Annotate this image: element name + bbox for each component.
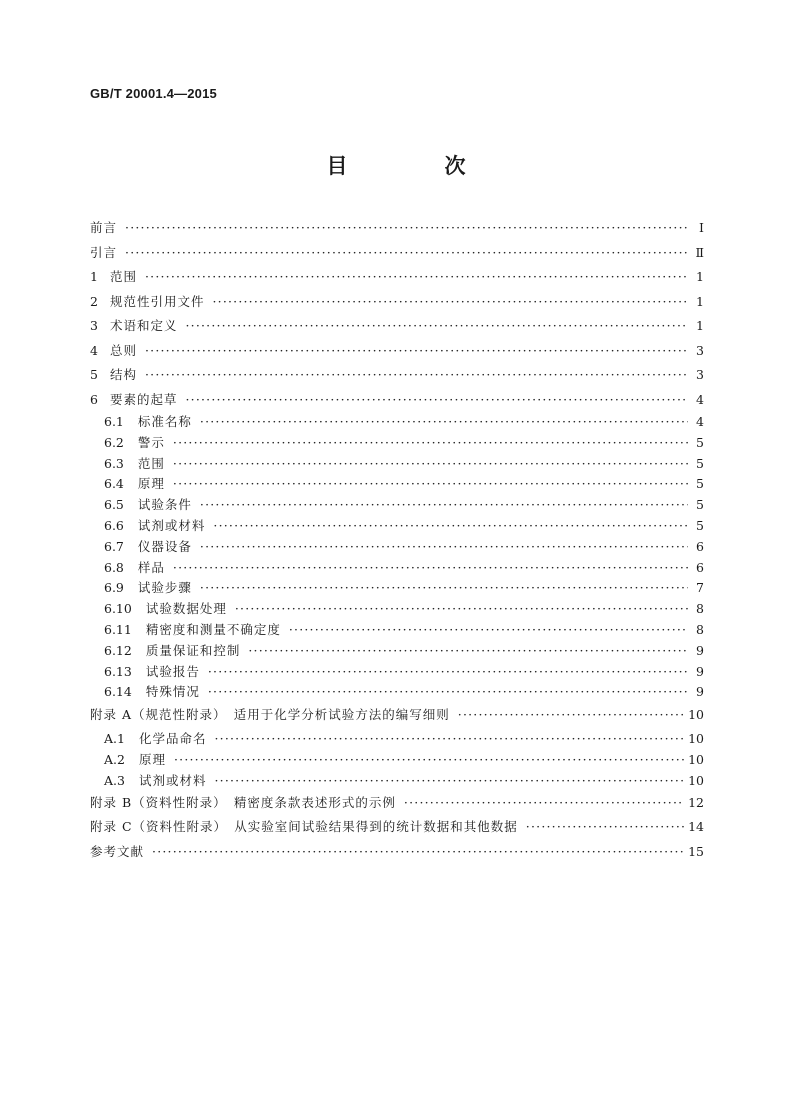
toc-entry-number: 6.7 (104, 538, 124, 554)
toc-leader-dots (235, 599, 688, 620)
toc-entry-label: 试剂或材料 (138, 772, 207, 788)
toc-entry-label: 警示 (137, 434, 165, 450)
toc-entry-label: 范围 (137, 455, 165, 471)
toc-entry-number: 1 (90, 269, 98, 284)
toc-entry-label: 前言 (90, 220, 118, 235)
toc-entry-page: 15 (688, 843, 704, 859)
toc-entry-label: 试验数据处理 (145, 601, 227, 617)
toc-entry-label: 总则 (109, 342, 137, 358)
toc-leader-dots (526, 815, 684, 840)
toc-leader-dots (185, 314, 688, 339)
toc-entry-number: 6.1 (104, 414, 124, 429)
toc-entry-number: 6.9 (104, 580, 124, 596)
toc-entry-label: 试验步骤 (137, 580, 192, 596)
toc-entry-number: 6.8 (104, 559, 124, 575)
toc-entry-page: 8 (696, 601, 704, 617)
toc-entry-page: 8 (696, 621, 704, 637)
toc-entry-label: 附录 A（规范性附录） 适用于化学分析试验方法的编写细则 (90, 707, 450, 723)
toc-entry-page: 5 (696, 517, 704, 533)
toc-entry-number: 6.13 (104, 663, 132, 679)
toc-entry-6-1[interactable] (90, 412, 704, 433)
table-of-contents (90, 216, 704, 864)
toc-leader-dots (173, 454, 688, 475)
toc-leader-dots (173, 474, 688, 495)
toc-entry-label: 质量保证和控制 (145, 642, 241, 658)
toc-entry-number: 6 (90, 391, 98, 407)
toc-leader-dots (173, 558, 688, 579)
toc-leader-dots (404, 791, 684, 816)
toc-entry-2[interactable] (90, 290, 704, 315)
toc-entry-appendix-c[interactable] (90, 815, 704, 840)
toc-entry-number: 6.2 (104, 434, 124, 450)
toc-entry-introduction[interactable] (90, 241, 704, 266)
toc-entry-appendix-b[interactable] (90, 791, 704, 816)
toc-entry-number: A.2 (104, 751, 125, 767)
toc-entry-number: A.1 (104, 730, 125, 746)
toc-entry-label: 原理 (137, 476, 165, 492)
toc-entry-page: 5 (696, 476, 704, 492)
toc-entry-a-2[interactable] (90, 749, 704, 770)
toc-entry-label: 标准名称 (137, 414, 192, 429)
toc-leader-dots (289, 620, 688, 641)
toc-leader-dots (145, 265, 688, 290)
toc-entry-number: 6.14 (104, 684, 132, 700)
toc-entry-label: 试验报告 (145, 663, 200, 679)
toc-entry-page: 14 (688, 819, 704, 835)
toc-entry-6-7[interactable] (90, 537, 704, 558)
toc-leader-dots (214, 770, 684, 791)
toc-entry-number: 6.10 (104, 601, 132, 617)
toc-entry-6-8[interactable] (90, 558, 704, 579)
toc-entry-label: 术语和定义 (109, 318, 178, 333)
toc-leader-dots (208, 662, 688, 683)
toc-entry-label: 规范性引用文件 (109, 293, 205, 309)
toc-entry-page: 7 (696, 580, 704, 596)
toc-entry-3[interactable] (90, 314, 704, 339)
toc-entry-6-10[interactable] (90, 599, 704, 620)
toc-entry-page: 9 (696, 642, 704, 658)
toc-leader-dots (213, 516, 688, 537)
toc-entry-page: 5 (696, 455, 704, 471)
toc-entry-6-5[interactable] (90, 495, 704, 516)
toc-leader-dots (152, 840, 684, 865)
toc-entry-page: 3 (696, 367, 704, 382)
toc-entry-6-2[interactable] (90, 433, 704, 454)
toc-leader-dots (200, 412, 688, 433)
toc-entry-6-11[interactable] (90, 620, 704, 641)
toc-entry-label: 结构 (109, 367, 137, 382)
toc-entry-bibliography[interactable] (90, 840, 704, 865)
standard-code: GB/T 20001.4—2015 (90, 86, 217, 101)
toc-leader-dots (185, 388, 688, 413)
toc-leader-dots (208, 682, 688, 703)
toc-entry-page: 6 (696, 559, 704, 575)
toc-entry-6-9[interactable] (90, 578, 704, 599)
toc-entry-foreword[interactable] (90, 216, 704, 241)
toc-entry-a-1[interactable] (90, 728, 704, 749)
toc-entry-label: 附录 C（资料性附录） 从实验室间试验结果得到的统计数据和其他数据 (90, 819, 518, 835)
toc-entry-label: 参考文献 (90, 843, 145, 859)
toc-leader-dots (200, 537, 688, 558)
toc-entry-appendix-a[interactable] (90, 703, 704, 728)
toc-entry-number: 6.3 (104, 455, 124, 471)
toc-entry-page: 5 (696, 434, 704, 450)
toc-entry-page: 1 (696, 318, 704, 333)
toc-entry-page: 10 (688, 772, 704, 788)
toc-entry-number: 3 (90, 318, 98, 333)
toc-entry-page: 9 (696, 663, 704, 679)
toc-entry-label: 试验条件 (137, 497, 192, 513)
toc-entry-page: Ⅱ (695, 244, 704, 260)
toc-entry-number: 4 (90, 342, 98, 358)
toc-entry-6-14[interactable] (90, 682, 704, 703)
toc-leader-dots (145, 363, 688, 388)
toc-entry-label: 试剂或材料 (137, 517, 206, 533)
toc-entry-page: 4 (696, 391, 704, 407)
toc-entry-label: 引言 (90, 244, 118, 260)
toc-leader-dots (125, 241, 688, 266)
toc-entry-page: 6 (696, 538, 704, 554)
toc-entry-6-13[interactable] (90, 662, 704, 683)
toc-entry-number: 2 (90, 293, 98, 309)
toc-entry-6-12[interactable] (90, 641, 704, 662)
toc-entry-6[interactable] (90, 388, 704, 413)
toc-entry-6-4[interactable] (90, 474, 704, 495)
toc-entry-number: 6.12 (104, 642, 132, 658)
toc-entry-label: 化学品命名 (138, 730, 207, 746)
toc-entry-number: 5 (90, 367, 98, 382)
toc-entry-label: 精密度和测量不确定度 (145, 621, 281, 637)
toc-leader-dots (248, 641, 688, 662)
toc-entry-6-3[interactable] (90, 454, 704, 475)
toc-entry-1[interactable] (90, 265, 704, 290)
toc-leader-dots (173, 433, 688, 454)
toc-entry-page: 10 (688, 751, 704, 767)
toc-entry-label: 要素的起草 (109, 391, 178, 407)
toc-entry-page: 9 (696, 684, 704, 700)
toc-entry-5[interactable] (90, 363, 704, 388)
toc-leader-dots (214, 728, 684, 749)
toc-entry-page: Ⅰ (699, 220, 704, 235)
toc-entry-4[interactable] (90, 339, 704, 364)
toc-entry-number: 6.4 (104, 476, 124, 492)
toc-entry-label: 附录 B（资料性附录） 精密度条款表述形式的示例 (90, 794, 396, 810)
toc-entry-page: 1 (696, 293, 704, 309)
toc-entry-number: 6.11 (104, 621, 132, 637)
toc-entry-label: 范围 (109, 269, 137, 284)
toc-leader-dots (212, 290, 688, 315)
toc-leader-dots (200, 495, 688, 516)
toc-entry-page: 10 (688, 730, 704, 746)
toc-leader-dots (174, 749, 684, 770)
toc-entry-number: 6.6 (104, 517, 124, 533)
toc-entry-label: 原理 (138, 751, 166, 767)
toc-entry-page: 12 (688, 794, 704, 810)
toc-leader-dots (200, 578, 688, 599)
toc-entry-page: 10 (688, 707, 704, 723)
toc-entry-label: 仪器设备 (137, 538, 192, 554)
toc-entry-number: A.3 (104, 772, 125, 788)
toc-entry-page: 1 (696, 269, 704, 284)
toc-leader-dots (125, 216, 688, 241)
toc-entry-page: 5 (696, 497, 704, 513)
toc-entry-a-3[interactable] (90, 770, 704, 791)
toc-leader-dots (458, 703, 684, 728)
toc-entry-label: 特殊情况 (145, 684, 200, 700)
toc-entry-page: 4 (696, 414, 704, 429)
toc-entry-label: 样品 (137, 559, 165, 575)
toc-title: 目 次 (326, 154, 504, 178)
toc-entry-number: 6.5 (104, 497, 124, 513)
toc-entry-6-6[interactable] (90, 516, 704, 537)
toc-leader-dots (145, 339, 688, 364)
toc-entry-page: 3 (696, 342, 704, 358)
